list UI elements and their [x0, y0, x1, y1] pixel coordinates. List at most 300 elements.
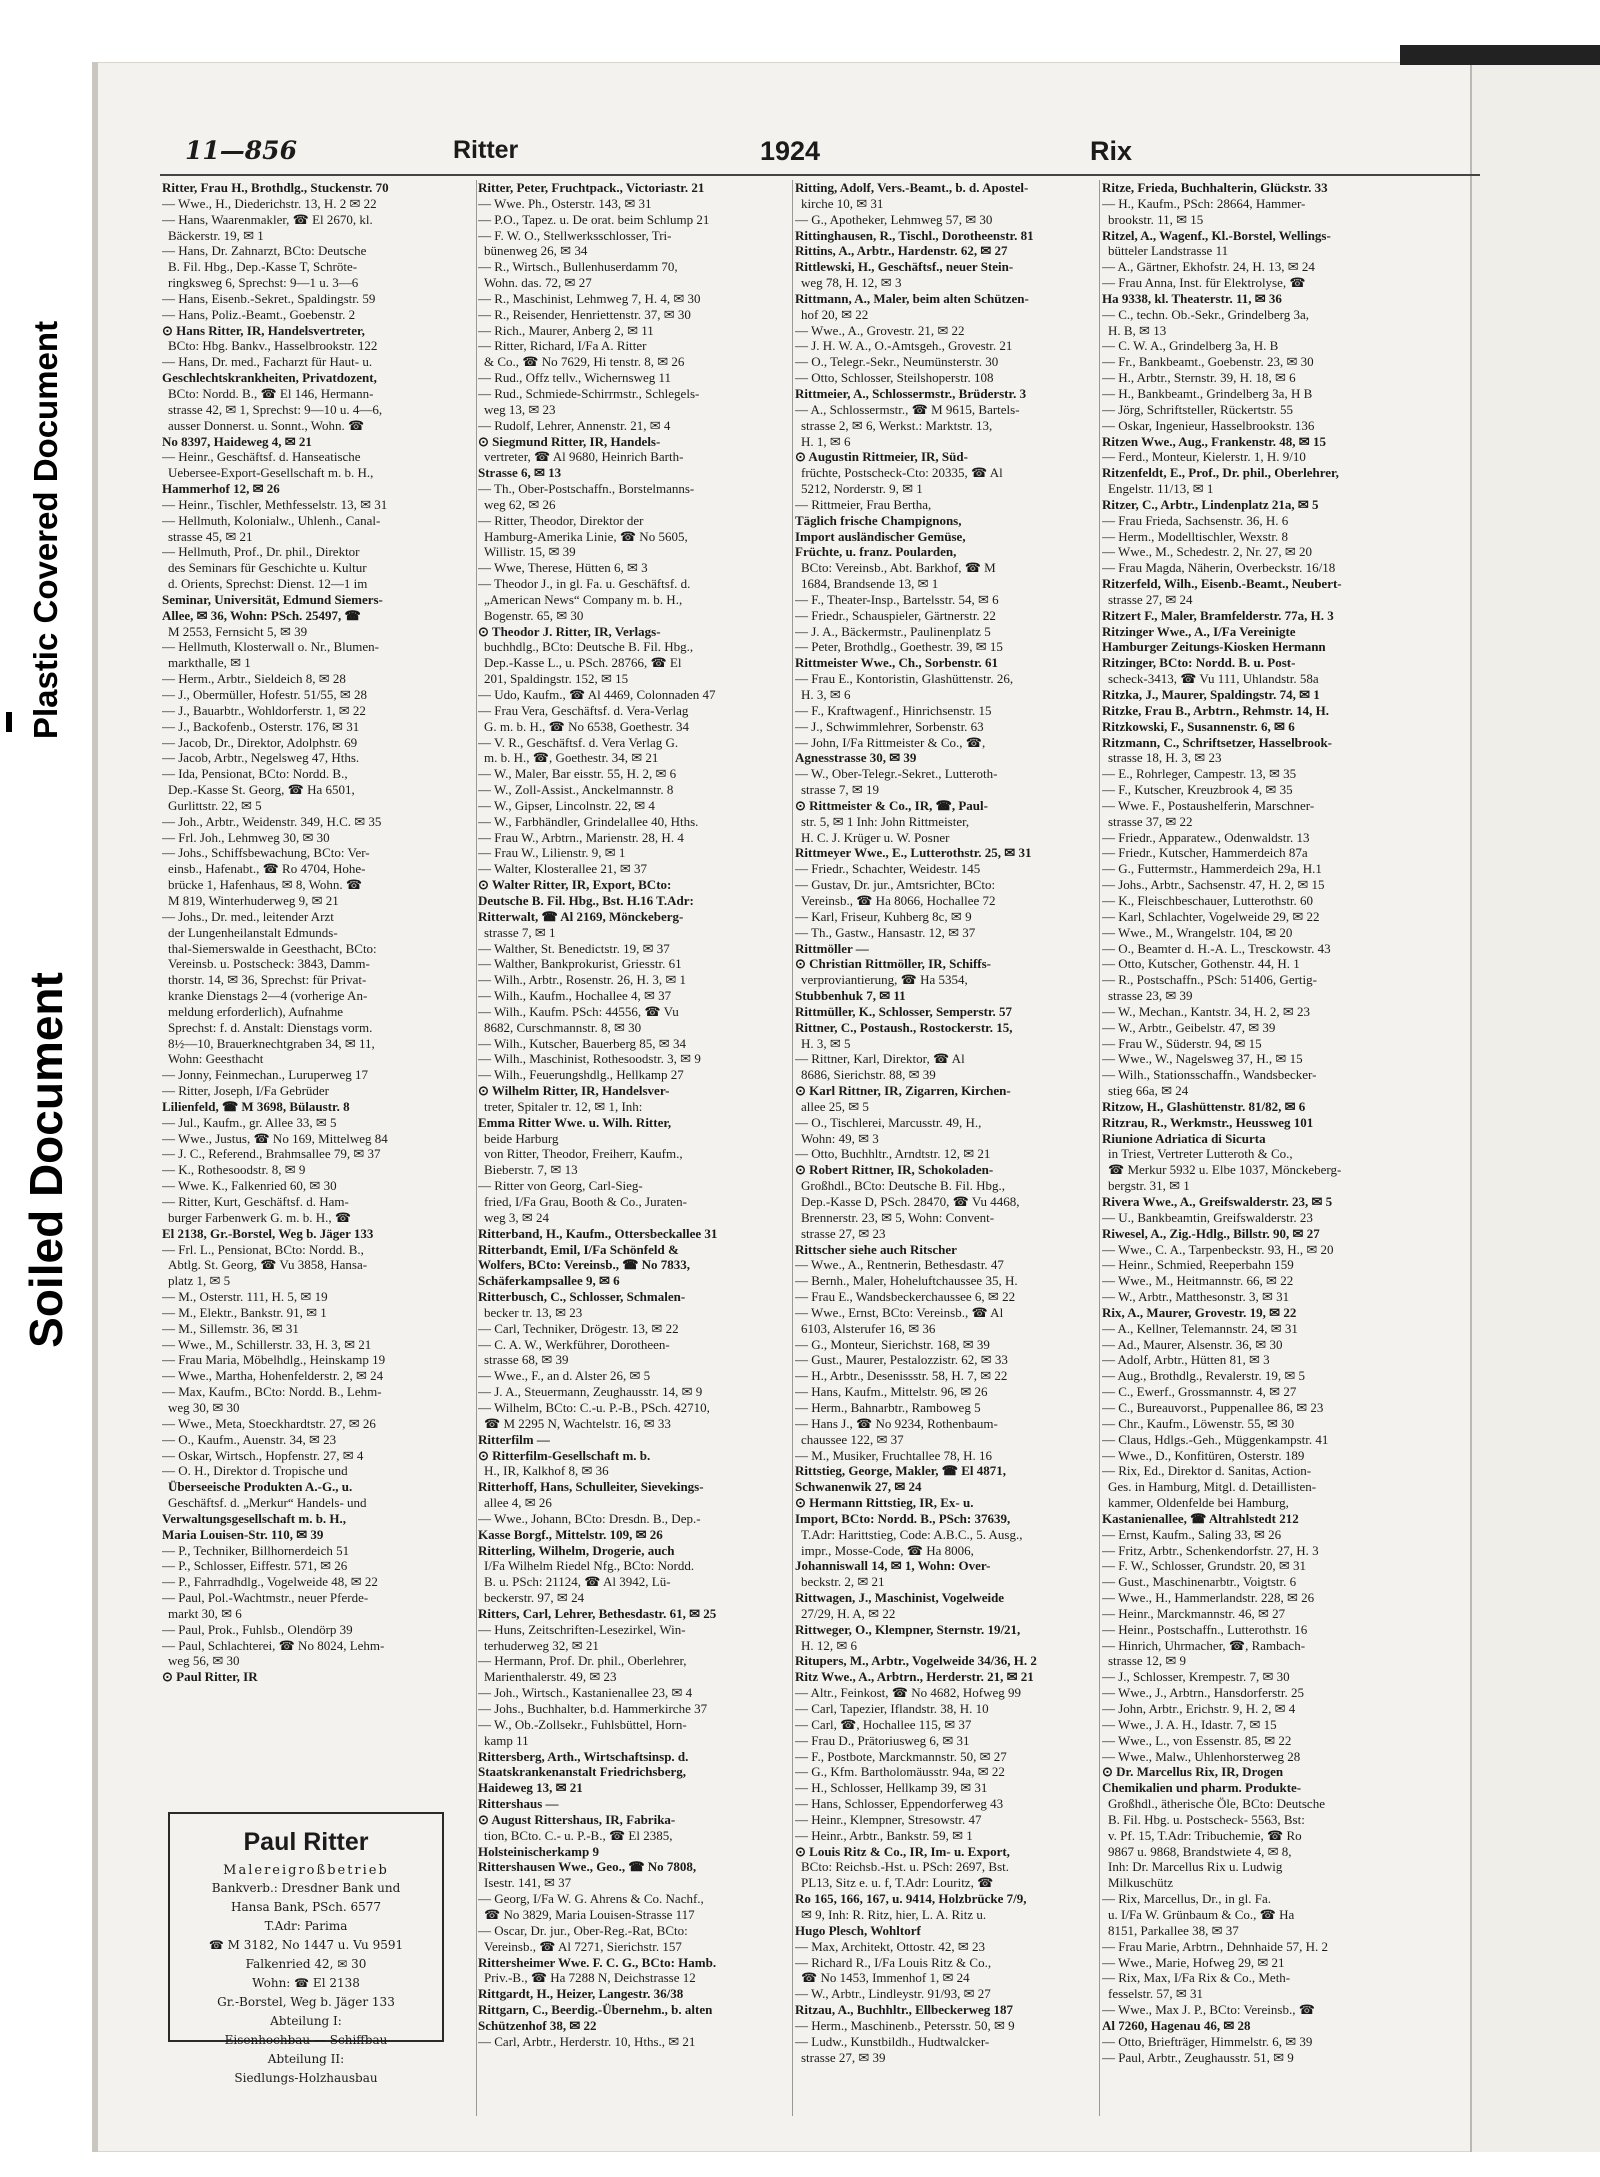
directory-entry-line: strasse 18, H. 3, ✉ 23: [1108, 750, 1222, 766]
directory-entry-line: Haideweg 13, ✉ 21: [478, 1780, 583, 1796]
directory-entry-line: — Gustav, Dr. jur., Amtsrichter, BCto:: [795, 877, 996, 893]
directory-entry-line: — Ad., Maurer, Alsenstr. 36, ✉ 30: [1102, 1336, 1283, 1352]
directory-entry-line: Ha 9338, kl. Theaterstr. 11, ✉ 36: [1102, 290, 1282, 306]
directory-entry-line: — K., Rothesoodstr. 8, ✉ 9: [162, 1162, 306, 1178]
directory-entry-line: beide Harburg: [484, 1130, 559, 1146]
directory-entry-line: — J. H. W. A., O.-Amtsgeh., Grovestr. 21: [795, 338, 1013, 354]
directory-entry-line: Dep.-Kasse St. Georg, ☎ Ha 6501,: [168, 782, 355, 798]
directory-entry-line: — Wwe., Marie, Hofweg 29, ✉ 21: [1102, 1954, 1285, 1970]
directory-entry-line: No 8397, Haideweg 4, ✉ 21: [162, 433, 312, 449]
directory-entry-line: weg 56, ✉ 30: [168, 1653, 240, 1669]
directory-entry-line: — Frau Anna, Inst. für Elektrolyse, ☎: [1102, 275, 1306, 291]
directory-entry-line: — Th., Gastw., Hansastr. 12, ✉ 37: [795, 924, 976, 940]
directory-entry-line: — Ida, Pensionat, BCto: Nordd. B.,: [162, 766, 348, 782]
directory-entry-line: — A., Kellner, Telemannstr. 24, ✉ 31: [1102, 1320, 1298, 1336]
directory-entry-line: Rittershausen Wwe., Geo., ☎ No 7808,: [478, 1859, 697, 1875]
directory-entry-line: — Wwe. Ph., Osterstr. 143, ✉ 31: [478, 195, 652, 211]
directory-entry-line: — Wilhelm, BCto: C.-u. P.-B., PSch. 42710,: [478, 1399, 710, 1415]
directory-entry-line: — Heinr., Marckmannstr. 46, ✉ 27: [1102, 1605, 1286, 1621]
column-divider: [792, 180, 793, 2116]
directory-entry-line: Ritzkowski, F., Susannenstr. 6, ✉ 6: [1102, 718, 1295, 734]
directory-entry-line: H. 1, ✉ 6: [801, 433, 851, 449]
directory-entry-line: Ritterling, Wilhelm, Drogerie, auch: [478, 1542, 675, 1558]
directory-entry-line: weg 3, ✉ 24: [484, 1209, 550, 1225]
directory-entry-line: Ritterband, H., Kaufm., Ottersbeckallee 31: [478, 1225, 718, 1241]
directory-entry-line: — Wilh., Kaufm. PSch: 44556, ☎ Vu: [478, 1003, 679, 1019]
directory-entry-line: — R., Maschinist, Lehmweg 7, H. 4, ✉ 30: [478, 290, 701, 306]
directory-entry-line: — Friedr., Kutscher, Hammerdeich 87a: [1102, 845, 1308, 861]
directory-entry-line: ⊙ Wilhelm Ritter, IR, Handelsver-: [478, 1083, 670, 1099]
directory-entry-line: — Hans J., ☎ No 9234, Rothenbaum-: [795, 1415, 998, 1431]
directory-entry-line: — Gust., Maschinenarbtr., Voigtstr. 6: [1102, 1574, 1297, 1590]
column-2: [478, 180, 793, 2116]
ad-line: Bankverb.: Dresdner Bank und: [211, 1881, 401, 1895]
directory-entry-line: Strasse 6, ✉ 13: [478, 465, 562, 481]
directory-entry-line: Hamburger Zeitungs-Kiosken Hermann: [1102, 639, 1326, 655]
directory-entry-line: — Otto, Briefträger, Himmelstr. 6, ✉ 39: [1102, 2033, 1313, 2049]
directory-entry-line: Ritzen Wwe., Aug., Frankenstr. 48, ✉ 15: [1102, 433, 1326, 449]
directory-entry-line: — Frau W., Lilienstr. 9, ✉ 1: [478, 845, 626, 861]
page-number: 11—856: [185, 136, 297, 165]
directory-entry-line: — Hellmuth, Prof., Dr. phil., Direktor: [162, 544, 360, 560]
column-4: [1102, 180, 1417, 2116]
directory-entry-line: — Ritter, Richard, I/Fa A. Ritter: [478, 338, 647, 354]
directory-entry-line: — O., Beamter d. H.-A. L., Tresckowstr. 43: [1102, 940, 1331, 956]
directory-entry-line: 8686, Sierichstr. 88, ✉ 39: [801, 1067, 936, 1083]
directory-entry-line: Isestr. 141, ✉ 37: [484, 1875, 572, 1891]
directory-entry-line: strasse 7, ✉ 19: [801, 782, 880, 798]
directory-entry-line: Rittlewski, H., Geschäftsf., neuer Stein-: [795, 259, 1014, 275]
directory-entry-line: Rittmeier, A., Schlossermstr., Brüderstr. 3: [795, 385, 1027, 401]
directory-entry-line: H., IR, Kalkhof 8, ✉ 36: [484, 1463, 609, 1479]
directory-entry-line: — Paul, Pol.-Wachtmstr., neuer Pferde-: [162, 1590, 369, 1606]
directory-entry-line: — Wilh., Arbtr., Rosenstr. 26, H. 3, ✉ 1: [478, 972, 687, 988]
directory-entry-line: — J., Schlosser, Krempestr. 7, ✉ 30: [1102, 1669, 1290, 1685]
directory-entry-line: kammer, Oldenfelde bei Hamburg,: [1108, 1495, 1289, 1511]
directory-entry-line: allee 25, ✉ 5: [801, 1098, 869, 1114]
page-corner-shadow: [1400, 45, 1600, 65]
directory-entry-line: Ritzinger, BCto: Nordd. B. u. Post-: [1102, 655, 1296, 671]
directory-entry-line: — Frau Vera, Geschäftsf. d. Vera-Verlag: [478, 702, 689, 718]
directory-entry-line: — Wwe. K., Falkenried 60, ✉ 30: [162, 1178, 337, 1194]
directory-entry-line: — Otto, Schlosser, Steilshoperstr. 108: [795, 370, 994, 386]
directory-entry-line: — W., Gipser, Lincolnstr. 22, ✉ 4: [478, 797, 655, 813]
directory-entry-line: Ritzinger Wwe., A., I/Fa Vereinigte: [1102, 623, 1296, 639]
directory-entry-line: Ritzert F., Maler, Bramfelderstr. 77a, H. 3: [1102, 607, 1334, 623]
directory-entry-line: PL13, Sitz e. u. f, T.Adr: Louritz, ☎: [801, 1875, 994, 1891]
directory-entry-line: Überseeische Produkten A.-G., u.: [168, 1479, 353, 1495]
directory-entry-line: Chemikalien und pharm. Produkte-: [1102, 1780, 1302, 1796]
plastic-covered-label: Plastic Covered Document: [27, 320, 64, 740]
directory-entry-line: — P., Schlosser, Eiffestr. 571, ✉ 26: [162, 1558, 348, 1574]
directory-entry-line: — Heinr., Postschaffn., Lutterothstr. 16: [1102, 1621, 1308, 1637]
directory-entry-line: — Hermann, Prof. Dr. phil., Oberlehrer,: [478, 1653, 687, 1669]
directory-entry-line: 9867 u. 9868, Brandstwiete 4, ✉ 8,: [1108, 1843, 1292, 1859]
directory-entry-line: weg 13, ✉ 23: [484, 401, 556, 417]
directory-entry-line: — Rud., Offz tellv., Wichernsweg 11: [478, 370, 671, 386]
directory-entry-line: — Jacob, Arbtr., Negelsweg 47, Hths.: [162, 750, 360, 766]
directory-entry-line: — Otto, Buchhltr., Arndtstr. 12, ✉ 21: [795, 1146, 991, 1162]
directory-entry-line: 1684, Brandsende 13, ✉ 1: [801, 576, 939, 592]
directory-entry-line: Schützenhof 38, ✉ 22: [478, 2017, 597, 2033]
directory-entry-line: — Hellmuth, Kolonialw., Uhlenh., Canal-: [162, 512, 381, 528]
directory-entry-line: Ritzke, Frau B., Arbtrn., Rehmstr. 14, H.: [1102, 702, 1330, 718]
ad-subtitle: Malereigroßbetrieb: [223, 1863, 389, 1878]
directory-entry-line: hof 20, ✉ 22: [801, 306, 869, 322]
directory-entry-line: — Paul, Schlachterei, ☎ No 8024, Lehm-: [162, 1637, 385, 1653]
directory-entry-line: Großhdl., ätherische Öle, BCto: Deutsche: [1108, 1796, 1325, 1812]
directory-entry-line: — Max, Kaufm., BCto: Nordd. B., Lehm-: [162, 1384, 382, 1400]
directory-entry-line: tion, BCto. C.- u. P.-B., ☎ El 2385,: [484, 1827, 673, 1843]
directory-entry-line: & Co., ☎ No 7629, Hi tenstr. 8, ✉ 26: [484, 354, 685, 370]
margin-mark: [6, 712, 12, 732]
directory-entry-line: Rittmeyer Wwe., E., Lutterothstr. 25, ✉ 31: [795, 845, 1032, 861]
directory-entry-line: strasse 37, ✉ 22: [1108, 813, 1193, 829]
directory-entry-line: — Jörg, Schriftsteller, Rückertstr. 55: [1102, 401, 1293, 417]
directory-entry-line: — Jacob, Dr., Direktor, Adolphstr. 69: [162, 734, 358, 750]
directory-entry-line: Ritzenfeldt, E., Prof., Dr. phil., Oberlehrer,: [1102, 465, 1339, 481]
directory-entry-line: — Heinr., Geschäftsf. d. Hanseatische: [162, 449, 361, 465]
directory-entry-line: Johanniswall 14, ✉ 1, Wohn: Over-: [795, 1558, 991, 1574]
directory-entry-line: — P.O., Tapez. u. De orat. beim Schlump 21: [478, 211, 710, 227]
directory-entry-line: Dep.-Kasse D, PSch. 28470, ☎ Vu 4468,: [801, 1194, 1020, 1209]
directory-entry-line: — W., Ober-Telegr.-Sekret., Lutteroth-: [795, 766, 998, 782]
directory-entry-line: — Rix, Ed., Direktor d. Sanitas, Action-: [1102, 1463, 1312, 1479]
directory-entry-line: — Claus, Hdlgs.-Geh., Müggenkampstr. 41: [1102, 1431, 1329, 1447]
directory-entry-line: — Wwe, Therese, Hütten 6, ✉ 3: [478, 560, 648, 576]
directory-entry-line: — W., Maler, Bar eisstr. 55, H. 2, ✉ 6: [478, 766, 677, 782]
directory-entry-line: Ges. in Hamburg, Mitgl. d. Detaillisten-: [1108, 1479, 1317, 1495]
directory-entry-line: — H., Schlosser, Hellkamp 39, ✉ 31: [795, 1780, 988, 1796]
directory-entry-line: — Heinr., Tischler, Methfesselstr. 13, ✉ 31: [162, 496, 388, 512]
directory-entry-line: — Ritter, Joseph, I/Fa Gebrüder: [162, 1083, 330, 1099]
directory-entry-line: — Wwe., H., Diederichstr. 13, H. 2 ✉ 22: [162, 195, 377, 211]
directory-entry-line: — Frau E., Wandsbeckerchaussee 6, ✉ 22: [795, 1289, 1016, 1305]
directory-entry-line: — John, Arbtr., Erichstr. 9, H. 2, ✉ 4: [1102, 1701, 1296, 1716]
directory-entry-line: 6103, Alsterufer 16, ✉ 36: [801, 1320, 936, 1336]
directory-entry-line: — Wilh., Feuerungshdlg., Hellkamp 27: [478, 1067, 684, 1083]
directory-entry-line: — W., Zoll-Assist., Anckelmannstr. 8: [478, 782, 674, 798]
directory-entry-line: meldung erforderlich), Aufnahme: [168, 1003, 344, 1019]
directory-entry-line: Ritzmann, C., Schriftsetzer, Hasselbrook-: [1102, 734, 1333, 750]
directory-entry-line: — Ritter, Kurt, Geschäftsf. d. Ham-: [162, 1194, 349, 1209]
directory-entry-line: der Lungenheilanstalt Edmunds-: [168, 924, 338, 940]
directory-entry-line: verproviantierung, ☎ Ha 5354,: [801, 972, 968, 988]
directory-entry-line: Schwanenwik 27, ✉ 24: [795, 1479, 922, 1495]
directory-entry-line: Rittscher siehe auch Ritscher: [795, 1241, 957, 1257]
directory-entry-line: weg 62, ✉ 26: [484, 496, 556, 512]
directory-entry-line: — U., Bankbeamtin, Greifswalderstr. 23: [1102, 1209, 1313, 1225]
directory-entry-line: — G., Monteur, Sierichstr. 168, ✉ 39: [795, 1336, 990, 1352]
directory-entry-line: ⊙ Hermann Rittstieg, IR, Ex- u.: [795, 1495, 974, 1511]
directory-entry-line: — P., Fahrradhdlg., Vogelweide 48, ✉ 22: [162, 1574, 378, 1590]
directory-entry-line: — R., Wirtsch., Bullenhuserdamm 70,: [478, 259, 678, 275]
directory-entry-line: strasse 42, ✉ 1, Sprechst: 9—10 u. 4—6,: [168, 401, 383, 417]
ad-line: Hansa Bank, PSch. 6577: [231, 1900, 381, 1914]
directory-entry-line: Wohn: Geesthacht: [168, 1051, 264, 1067]
directory-entry-line: — Hans, Kaufm., Mittelstr. 96, ✉ 26: [795, 1384, 988, 1400]
directory-entry-line: — Huns, Zeitschriften-Lesezirkel, Win-: [478, 1621, 686, 1637]
directory-entry-line: Vereinsb. u. Postscheck: 3843, Damm-: [168, 956, 370, 972]
directory-entry-line: — J. A., Bäckermstr., Paulinenplatz 5: [795, 623, 991, 639]
directory-entry-line: Kasse Borgf., Mittelstr. 109, ✉ 26: [478, 1526, 663, 1542]
directory-entry-line: — John, I/Fa Rittmeister & Co., ☎,: [795, 734, 986, 750]
column-divider: [1099, 180, 1100, 2116]
directory-entry-line: — A., Gärtner, Ekhofstr. 24, H. 13, ✉ 24: [1102, 259, 1315, 275]
directory-entry-line: burger Farbenwerk G. m. b. H., ☎: [168, 1209, 352, 1225]
directory-entry-line: — Frau Maria, Möbelhdlg., Heinskamp 19: [162, 1352, 386, 1368]
directory-entry-line: strasse 12, ✉ 9: [1108, 1653, 1187, 1669]
directory-entry-line: strasse 27, ✉ 39: [801, 2049, 886, 2065]
directory-entry-line: — Wwe., L., von Essenstr. 85, ✉ 22: [1102, 1732, 1292, 1748]
directory-entry-line: — Frau Marie, Arbtrn., Dehnhaide 57, H. 2: [1102, 1938, 1329, 1954]
ad-details: [170, 1880, 442, 2087]
directory-entry-line: BCto: Nordd. B., ☎ El 146, Hermann-: [168, 385, 374, 401]
directory-entry-line: Bäckerstr. 19, ✉ 1: [168, 227, 264, 243]
directory-entry-line: ☎ No 1453, Immenhof 1, ✉ 24: [801, 1970, 970, 1986]
directory-entry-line: Al 7260, Hagenau 46, ✉ 28: [1102, 2017, 1251, 2033]
directory-entry-line: — Rix, Max, I/Fa Rix & Co., Meth-: [1102, 1970, 1291, 1986]
ad-line: Abteilung II:: [267, 2052, 345, 2066]
directory-entry-line: Milkuschütz: [1108, 1875, 1173, 1891]
directory-entry-line: v. Pf. 15, T.Adr: Tribuchemie, ☎ Ro: [1108, 1827, 1302, 1843]
directory-entry-line: — Hans, Schlosser, Eppendorferweg 43: [795, 1796, 1004, 1812]
directory-entry-line: — Hans, Dr. Zahnarzt, BCto: Deutsche: [162, 243, 367, 259]
directory-entry-line: — G., Kfm. Bartholomäusstr. 94a, ✉ 22: [795, 1764, 1005, 1780]
directory-entry-line: Rittmöller —: [795, 940, 869, 956]
directory-entry-line: — Oskar, Wirtsch., Hopfenstr. 27, ✉ 4: [162, 1447, 364, 1463]
directory-entry-line: — Wwe., J., Arbtrn., Hansdorferstr. 25: [1102, 1685, 1304, 1701]
directory-entry-line: — C., techn. Ob.-Sekr., Grindelberg 3a,: [1102, 306, 1309, 322]
directory-entry-line: Kastanienallee, ☎ Altrahlstedt 212: [1102, 1510, 1299, 1526]
directory-entry-line: Früchte, u. franz. Poularden,: [795, 544, 957, 560]
ad-line: Falkenried 42, ✉ 30: [245, 1957, 367, 1971]
directory-entry-line: — M., Osterstr. 111, H. 5, ✉ 19: [162, 1289, 328, 1305]
directory-entry-line: — Paul, Arbtr., Zeughausstr. 51, ✉ 9: [1102, 2049, 1294, 2065]
directory-entry-line: ⊙ Paul Ritter, IR: [162, 1669, 258, 1685]
directory-entry-line: beckerstr. 97, ✉ 24: [484, 1590, 585, 1606]
directory-entry-line: Vereinsb., ☎ Al 7271, Sierichstr. 157: [484, 1938, 682, 1954]
directory-entry-line: — Frau W., Arbtrn., Marienstr. 28, H. 4: [478, 829, 684, 845]
directory-entry-line: Rittersheimer Wwe. F. C. G., BCto: Hamb.: [478, 1954, 717, 1970]
directory-entry-line: Ritze, Frieda, Buchhalterin, Glückstr. 33: [1102, 180, 1328, 195]
directory-entry-line: — Ferd., Monteur, Kielerstr. 1, H. 9/10: [1102, 449, 1306, 465]
directory-entry-line: — Wwe., Justus, ☎ No 169, Mittelweg 84: [162, 1130, 388, 1146]
directory-entry-line: Sprechst: f. d. Anstalt: Dienstags vorm.: [168, 1019, 373, 1035]
directory-entry-line: — Ritter, Theodor, Direktor der: [478, 512, 644, 528]
directory-entry-line: — Friedr., Schachter, Weidestr. 145: [795, 861, 981, 877]
directory-entry-line: — Wilh., Maschinist, Rothesoodstr. 3, ✉ 9: [478, 1051, 701, 1067]
directory-entry-line: Agnesstrasse 30, ✉ 39: [795, 750, 917, 766]
directory-entry-line: — Fritz, Arbtr., Schenkendorfstr. 27, H. 3: [1102, 1542, 1319, 1558]
directory-entry-line: Schäferkampsallee 9, ✉ 6: [478, 1273, 620, 1289]
directory-entry-line: — R., Postschaffn., PSch: 51406, Gertig-: [1102, 972, 1317, 988]
directory-entry-line: — C., Ewerf., Grossmannstr. 4, ✉ 27: [1102, 1384, 1297, 1400]
directory-entry-line: ⊙ Augustin Rittmeier, IR, Süd-: [795, 449, 968, 465]
ad-line: ☎ M 3182, No 1447 u. Vu 9591: [208, 1938, 404, 1952]
directory-entry-line: — Frau Frieda, Sachsenstr. 36, H. 6: [1102, 512, 1289, 528]
directory-entry-line: ⊙ Dr. Marcellus Rix, IR, Drogen: [1102, 1764, 1284, 1780]
directory-entry-line: Rittersberg, Arth., Wirtschaftsinsp. d.: [478, 1748, 689, 1764]
directory-entry-line: — Wwe., Max J. P., BCto: Vereinsb., ☎: [1102, 2002, 1315, 2018]
directory-entry-line: Rittgardt, H., Heizer, Langestr. 36/38: [478, 1986, 684, 2002]
directory-entry-line: — R., Reisender, Henriettenstr. 37, ✉ 30: [478, 306, 691, 322]
directory-entry-line: ⊙ Rittmeister & Co., IR, ☎, Paul-: [795, 797, 988, 813]
directory-entry-line: — Chr., Kaufm., Löwenstr. 55, ✉ 30: [1102, 1415, 1295, 1431]
directory-entry-line: 8½—10, Brauerknechtgraben 34, ✉ 11,: [168, 1035, 375, 1051]
directory-entry-line: Ritterfilm —: [478, 1431, 550, 1447]
directory-entry-line: Priv.-B., ☎ Ha 7288 N, Deichstrasse 12: [484, 1970, 696, 1986]
directory-entry-line: — Ludw., Kunstbildh., Hudtwalcker-: [795, 2033, 990, 2049]
directory-entry-line: Ritupers, M., Arbtr., Vogelweide 34/36, H. 2: [795, 1653, 1037, 1669]
directory-entry-line: Marienthalerstr. 49, ✉ 23: [484, 1669, 617, 1685]
directory-entry-line: strasse 7, ✉ 1: [484, 924, 556, 940]
directory-entry-line: — Wilh., Stationsschaffn., Wandsbecker-: [1102, 1067, 1317, 1083]
directory-entry-line: Emma Ritter Wwe. u. Wilh. Ritter,: [478, 1114, 672, 1130]
directory-entry-line: bünenweg 26, ✉ 34: [484, 243, 588, 259]
directory-entry-line: — W., Arbtr., Lindleystr. 91/93, ✉ 27: [795, 1986, 991, 2002]
running-head-end: Rix: [1090, 136, 1133, 166]
directory-entry-line: — C., Bureauvorst., Puppenallee 86, ✉ 23: [1102, 1399, 1324, 1415]
directory-entry-line: — Richard R., I/Fa Louis Ritz & Co.,: [795, 1954, 992, 1970]
directory-entry-line: Uebersee-Export-Gesellschaft m. b. H.,: [168, 465, 374, 481]
directory-entry-line: — Oscar, Dr. jur., Ober-Reg.-Rat, BCto:: [478, 1922, 688, 1938]
directory-entry-line: — Hans, Poliz.-Beamt., Goebenstr. 2: [162, 306, 356, 322]
directory-entry-line: Hamburg-Amerika Linie, ☎ No 5605,: [484, 528, 688, 544]
directory-entry-line: — Wwe., D., Konfitüren, Osterstr. 189: [1102, 1447, 1305, 1463]
directory-entry-line: — J., Backofenb., Osterstr. 176, ✉ 31: [162, 718, 360, 734]
directory-entry-line: Ritterbusch, C., Schlosser, Schmalen-: [478, 1289, 686, 1305]
ad-line: Gr.-Borstel, Weg b. Jäger 133: [217, 1995, 395, 2009]
directory-entry-line: ⊙ Christian Rittmöller, IR, Schiffs-: [795, 956, 992, 972]
directory-entry-line: allee 4, ✉ 26: [484, 1495, 552, 1511]
directory-entry-line: — Heinr., Arbtr., Bankstr. 59, ✉ 1: [795, 1827, 973, 1843]
directory-entry-line: stieg 66a, ✉ 24: [1108, 1083, 1189, 1099]
column-divider: [476, 180, 477, 2116]
directory-entry-line: str. 5, ✉ 1 Inh: John Rittmeister,: [801, 813, 970, 829]
directory-entry-line: — Herm., Maschinenb., Petersstr. 50, ✉ 9: [795, 2017, 1015, 2033]
directory-entry-line: u. I/Fa W. Grünbaum & Co., ☎ Ha: [1108, 1906, 1295, 1922]
directory-entry-line: H. 12, ✉ 6: [801, 1637, 858, 1653]
directory-entry-line: einsb., Hafenabt., ☎ Ro 4704, Hohe-: [168, 861, 366, 877]
directory-entry-line: Ritterwalt, ☎ Al 2169, Mönckeberg-: [478, 908, 684, 924]
directory-entry-line: — Joh., Wirtsch., Kastanienallee 23, ✉ 4: [478, 1685, 693, 1701]
directory-entry-line: — M., Sillemstr. 36, ✉ 31: [162, 1320, 299, 1336]
ad-line: Abteilung I:: [270, 2014, 342, 2028]
column-3: [795, 180, 1110, 2116]
directory-entry-line: Allee, ✉ 36, Wohn: PSch. 25497, ☎: [162, 607, 361, 623]
directory-entry-line: ausser Donnerst. u. Sonnt., Wohn. ☎: [168, 417, 365, 433]
directory-entry-line: — Max, Architekt, Ottostr. 42, ✉ 23: [795, 1938, 985, 1954]
directory-entry-line: Rittmann, A., Maler, beim alten Schützen-: [795, 290, 1029, 306]
directory-entry-line: — Carl, Techniker, Drögestr. 13, ✉ 22: [478, 1320, 679, 1336]
directory-entry-line: — Wwe., J. A. H., Idastr. 7, ✉ 15: [1102, 1716, 1277, 1732]
directory-entry-line: strasse 2, ✉ 6, Werkst.: Marktstr. 13,: [801, 417, 993, 433]
directory-entry-line: Ritter, Frau H., Brothdlg., Stuckenstr. 70: [162, 180, 389, 195]
directory-entry-line: Rivera Wwe., A., Greifswalderstr. 23, ✉ 5: [1102, 1194, 1333, 1209]
directory-entry-line: — E., Rohrleger, Campestr. 13, ✉ 35: [1102, 766, 1297, 782]
directory-entry-line: strasse 23, ✉ 39: [1108, 988, 1193, 1004]
directory-entry-line: 27/29, H. A, ✉ 22: [801, 1605, 896, 1621]
directory-entry-line: — Altr., Feinkost, ☎ No 4682, Hofweg 99: [795, 1685, 1021, 1701]
directory-entry-line: — Wwe., H., Hammerlandstr. 228, ✉ 26: [1102, 1590, 1315, 1606]
directory-entry-line: — Frl. L., Pensionat, BCto: Nordd. B.,: [162, 1241, 364, 1257]
directory-entry-line: fried, I/Fa Grau, Booth & Co., Juraten-: [484, 1194, 687, 1209]
directory-entry-line: Ritzerfeld, Wilh., Eisenb.-Beamt., Neubert-: [1102, 576, 1342, 592]
directory-entry-line: des Seminars für Geschichte u. Kultur: [168, 560, 367, 576]
directory-entry-line: M 2553, Fernsicht 5, ✉ 39: [168, 623, 308, 639]
directory-entry-line: — Heinr., Klempner, Stresowstr. 47: [795, 1811, 982, 1827]
directory-entry-line: Rittins, A., Arbtr., Hardenstr. 62, ✉ 27: [795, 243, 1008, 259]
directory-entry-line: Riunione Adriatica di Sicurta: [1102, 1130, 1266, 1146]
directory-entry-line: brookstr. 11, ✉ 15: [1108, 211, 1204, 227]
directory-entry-line: — Wwe., W., Nagelsweg 37, H., ✉ 15: [1102, 1051, 1303, 1067]
directory-entry-line: — Gust., Maurer, Pestalozzistr. 62, ✉ 33: [795, 1352, 1008, 1368]
directory-entry-line: — W., Arbtr., Geibelstr. 47, ✉ 39: [1102, 1019, 1276, 1035]
directory-entry-line: weg 30, ✉ 30: [168, 1399, 240, 1415]
directory-entry-line: — J., Schwimmlehrer, Sorbenstr. 63: [795, 718, 984, 734]
directory-entry-line: Rittinghausen, R., Tischl., Dorotheenstr. 81: [795, 227, 1034, 243]
directory-entry-line: ☎ Merkur 5932 u. Elbe 1037, Mönckeberg-: [1108, 1162, 1342, 1178]
directory-entry-line: — W., Farbhändler, Grindelallee 40, Hths.: [478, 813, 699, 829]
directory-entry-line: — J. C., Referend., Brahmsallee 79, ✉ 37: [162, 1146, 381, 1162]
directory-entry-line: — Frau W., Süderstr. 94, ✉ 15: [1102, 1035, 1262, 1051]
directory-entry-line: — Johs., Arbtr., Sachsenstr. 47, H. 2, ✉ 15: [1102, 877, 1325, 893]
directory-entry-line: Engelstr. 11/13, ✉ 1: [1108, 481, 1214, 497]
directory-entry-line: — Hans, Eisenb.-Sekret., Spaldingstr. 59: [162, 290, 376, 306]
directory-entry-line: — Rittner, Karl, Direktor, ☎ Al: [795, 1051, 965, 1067]
directory-entry-line: strasse 27, ✉ 24: [1108, 591, 1193, 607]
directory-entry-line: — H., Arbtr., Sternstr. 39, H. 18, ✉ 6: [1102, 370, 1296, 386]
directory-entry-line: — C. A. W., Werkführer, Dorotheen-: [478, 1336, 670, 1352]
directory-entry-line: — M., Musiker, Fruchtallee 78, H. 16: [795, 1447, 992, 1463]
directory-entry-line: — Herm., Arbtr., Sieldeich 8, ✉ 28: [162, 671, 346, 687]
directory-entry-line: — J., Obermüller, Hofestr. 51/55, ✉ 28: [162, 687, 367, 702]
directory-entry-line: — Rudolf, Lehrer, Annenstr. 21, ✉ 4: [478, 417, 671, 433]
directory-entry-line: — Carl, Arbtr., Herderstr. 10, Hths., ✉ 21: [478, 2033, 696, 2049]
directory-entry-line: strasse 27, ✉ 23: [801, 1225, 886, 1241]
directory-entry-line: Ritter, Peter, Fruchtpack., Victoriastr. 21: [478, 180, 705, 195]
soiled-document-label: Soiled Document: [20, 972, 72, 1348]
directory-entry-line: Holsteinischerkamp 9: [478, 1843, 599, 1859]
directory-entry-line: — W., Mechan., Kantstr. 34, H. 2, ✉ 23: [1102, 1003, 1311, 1019]
directory-entry-line: BCto: Vereinsb., Abt. Barkhof, ☎ M: [801, 560, 996, 576]
directory-entry-line: El 2138, Gr.-Borstel, Weg b. Jäger 133: [162, 1225, 374, 1241]
directory-entry-line: Abtlg. St. Georg, ☎ Vu 3858, Hansa-: [168, 1257, 368, 1273]
directory-entry-line: — O., Tischlerei, Marcusstr. 49, H.,: [795, 1114, 982, 1130]
directory-entry-line: ⊙ Robert Rittner, IR, Schokoladen-: [795, 1162, 994, 1178]
directory-entry-line: — Paul, Prok., Fuhlsb., Olendörp 39: [162, 1621, 353, 1637]
directory-entry-line: Rittmüller, K., Schlosser, Semperstr. 57: [795, 1003, 1013, 1019]
directory-entry-line: — F. W., Schlosser, Grundstr. 20, ✉ 31: [1102, 1558, 1306, 1574]
directory-entry-line: weg 78, H. 12, ✉ 3: [801, 275, 902, 291]
directory-year: 1924: [760, 136, 821, 166]
directory-entry-line: Geschlechtskrankheiten, Privatdozent,: [162, 370, 377, 386]
directory-entry-line: — Hellmuth, Klosterwall o. Nr., Blumen-: [162, 639, 380, 655]
directory-entry-line: Wolfers, BCto: Vereinsb., ☎ No 7833,: [478, 1257, 691, 1273]
directory-entry-line: B. Fil. Hbg., Dep.-Kasse T, Schröte-: [168, 259, 358, 275]
directory-entry-line: — O., Telegr.-Sekr., Neumünsterstr. 30: [795, 354, 999, 370]
directory-entry-line: — O., Kaufm., Auenstr. 34, ✉ 23: [162, 1431, 337, 1447]
directory-entry-line: Ritzow, H., Glashüttenstr. 81/82, ✉ 6: [1102, 1098, 1306, 1114]
directory-entry-line: — Carl, ☎, Hochallee 115, ✉ 37: [795, 1716, 972, 1732]
directory-entry-line: — Jonny, Feinmechan., Luruperweg 17: [162, 1067, 369, 1083]
directory-entry-line: 8682, Curschmannstr. 8, ✉ 30: [484, 1019, 642, 1035]
next-page-strip: [1470, 62, 1600, 2152]
directory-entry-line: — H., Kaufm., PSch: 28664, Hammer-: [1102, 195, 1306, 211]
directory-entry-line: — Frau E., Kontoristin, Glashüttenstr. 26,: [795, 671, 1014, 687]
directory-entry-line: BCto: Hbg. Bankv., Hasselbrookstr. 122: [168, 338, 378, 354]
